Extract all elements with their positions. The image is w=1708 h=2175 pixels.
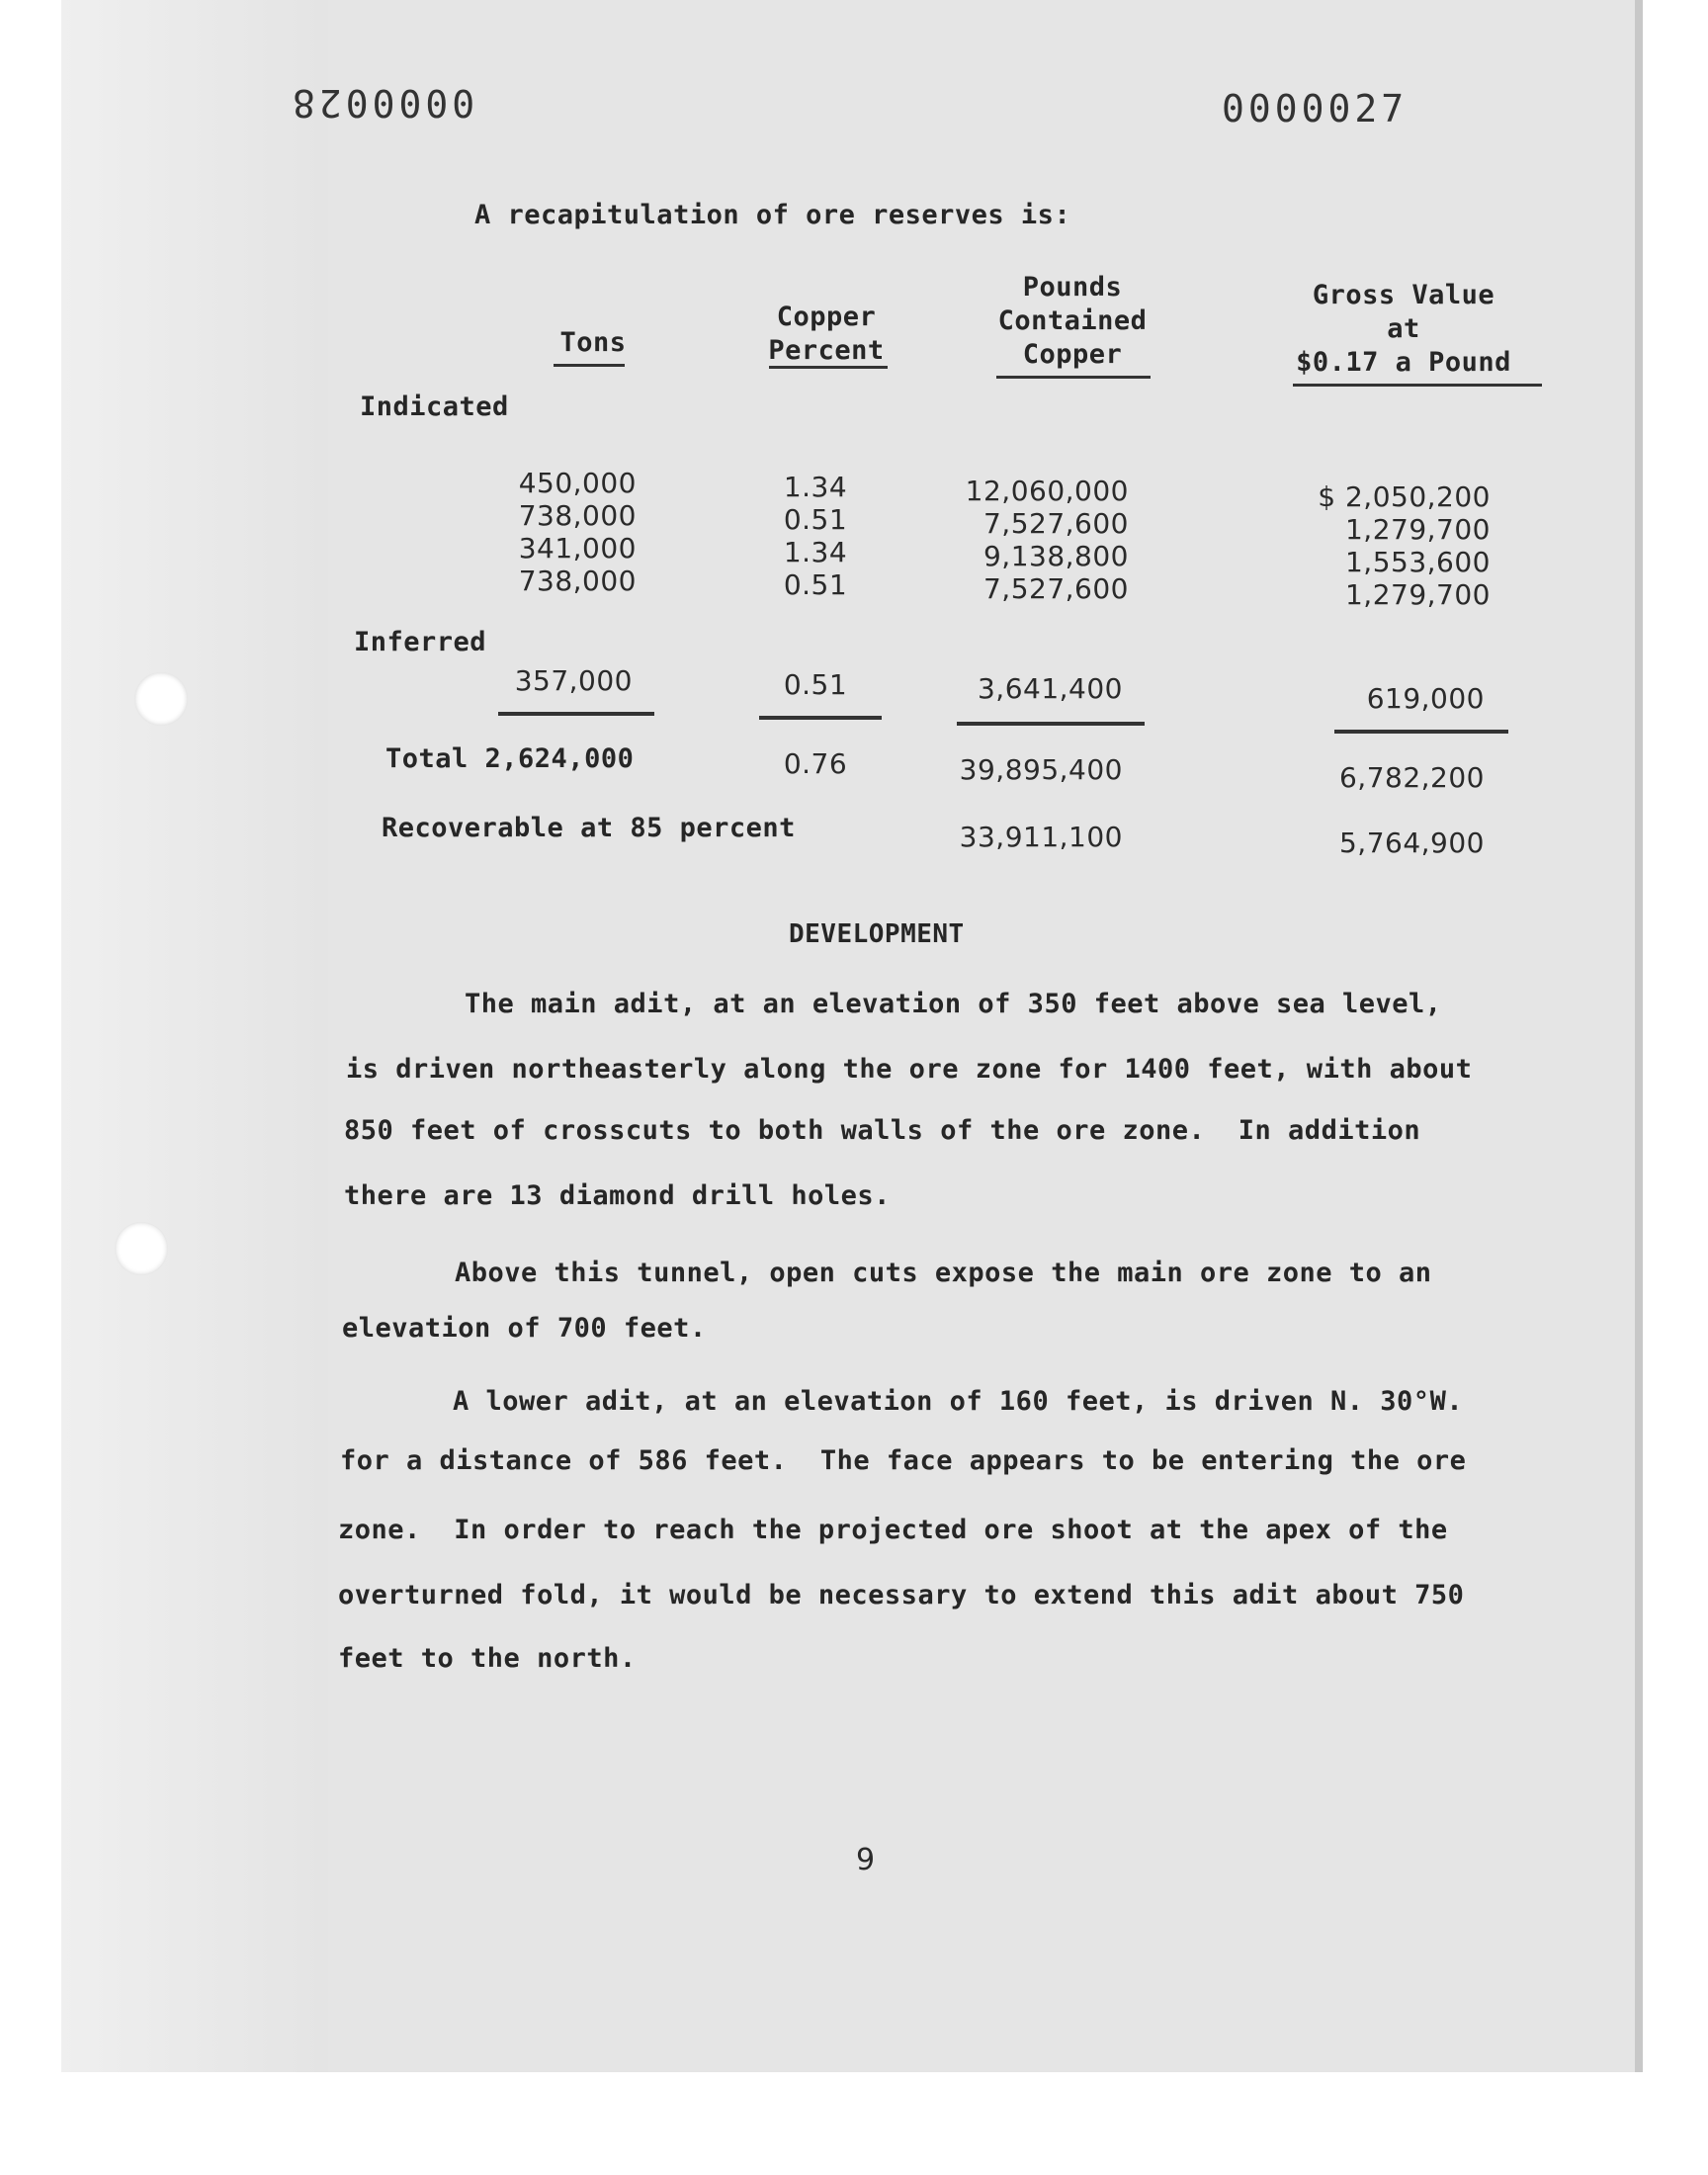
header-pounds-underline xyxy=(996,376,1151,379)
total-row-label: Total 2,624,000 xyxy=(385,743,635,774)
value-sum-rule xyxy=(1334,730,1508,734)
inferred-tons: 357,000 xyxy=(514,664,633,697)
paragraph-line: feet to the north. xyxy=(338,1643,637,1674)
inferred-gross-value: 619,000 xyxy=(1366,682,1485,715)
paragraph-line: zone. In order to reach the projected ore shoot at the apex of the xyxy=(338,1515,1448,1545)
header-tons: Tons xyxy=(559,327,627,358)
recoverable-row-label: Recoverable at 85 percent xyxy=(382,813,796,843)
paragraph-line: for a distance of 586 feet. The face appears to be entering the ore xyxy=(340,1445,1467,1476)
recoverable-pounds: 33,911,100 xyxy=(959,821,1123,853)
header-pounds-contained-copper: Pounds Contained Copper xyxy=(997,272,1148,370)
binder-hole-upper xyxy=(134,672,188,726)
indicated-copper-percent: 1.34 0.51 1.34 0.51 xyxy=(783,471,848,601)
total-pounds: 39,895,400 xyxy=(959,753,1123,786)
inferred-label: Inferred xyxy=(354,627,487,657)
indicated-tons: 450,000 738,000 341,000 738,000 xyxy=(518,467,637,597)
indicated-pounds: 12,060,000 7,527,600 9,138,800 7,527,600 xyxy=(965,475,1129,605)
tons-sum-rule xyxy=(498,712,654,716)
header-gross-value-underline xyxy=(1293,384,1542,387)
paragraph-line: A lower adit, at an elevation of 160 feet, is driven N. 30°W. xyxy=(453,1386,1464,1417)
paragraph-line: elevation of 700 feet. xyxy=(342,1313,707,1344)
percent-sum-rule xyxy=(759,716,882,720)
section-heading-development: DEVELOPMENT xyxy=(789,919,965,949)
stamp-number-left: 0000028 xyxy=(289,81,475,125)
inferred-copper-percent: 0.51 xyxy=(783,668,848,701)
indicated-gross-value: $ 2,050,200 1,279,700 1,553,600 1,279,700 xyxy=(1318,480,1491,611)
page-number: 9 xyxy=(856,1843,876,1877)
paragraph-line: overturned fold, it would be necessary to extend this adit about 750 xyxy=(338,1580,1465,1610)
binder-hole-lower xyxy=(115,1222,168,1275)
pounds-sum-rule xyxy=(957,722,1145,726)
indicated-label: Indicated xyxy=(360,392,509,422)
paragraph-line: is driven northeasterly along the ore zone for 1400 feet, with about xyxy=(346,1054,1473,1085)
header-copper-percent: Copper Percent xyxy=(768,302,885,366)
page-edge xyxy=(1635,0,1643,2072)
header-copper-percent-underline xyxy=(769,366,888,369)
intro-sentence: A recapitulation of ore reserves is: xyxy=(474,200,1071,230)
total-gross-value: 6,782,200 xyxy=(1338,761,1485,794)
page-margin-shading xyxy=(61,0,328,2072)
inferred-pounds: 3,641,400 xyxy=(977,672,1123,705)
paragraph-line: The main adit, at an elevation of 350 feet above sea level, xyxy=(465,989,1442,1019)
header-gross-value: Gross Value at $0.17 a Pound xyxy=(1296,280,1511,378)
paragraph-line: 850 feet of crosscuts to both walls of the ore zone. In addition xyxy=(344,1115,1421,1146)
header-tons-underline xyxy=(554,364,625,367)
stamp-number-right: 0000027 xyxy=(1222,87,1409,130)
paragraph-line: there are 13 diamond drill holes. xyxy=(344,1180,891,1211)
total-copper-percent: 0.76 xyxy=(783,747,848,780)
recoverable-gross-value: 5,764,900 xyxy=(1338,826,1485,859)
paragraph-line: Above this tunnel, open cuts expose the main ore zone to an xyxy=(455,1258,1432,1288)
